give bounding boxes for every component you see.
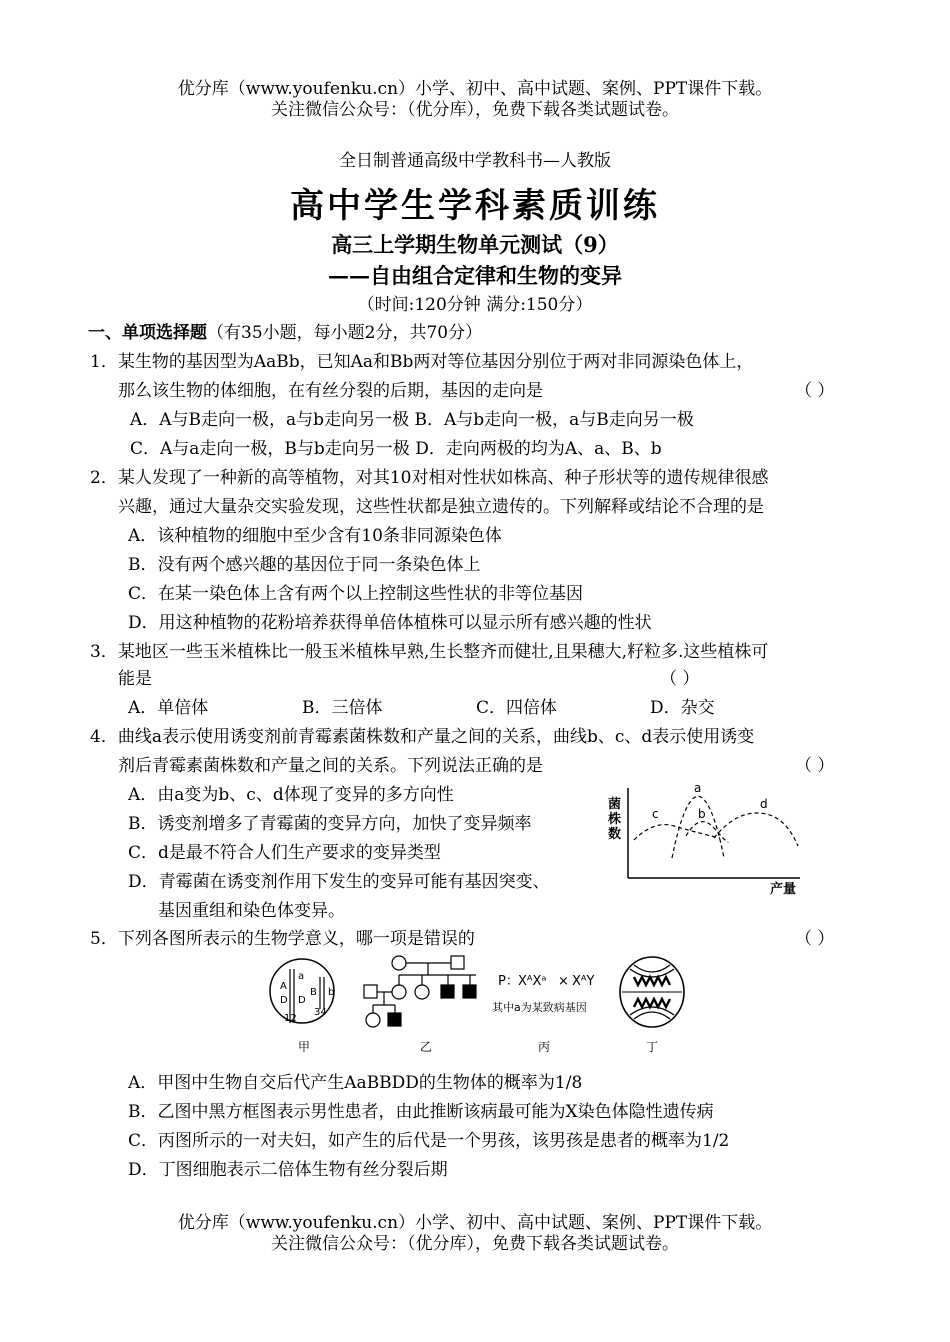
cell-gene-B: B <box>310 987 317 998</box>
time-info: （时间:120分钟 满分:150分） <box>357 295 593 315</box>
cross-male-genotype: XᴬY <box>572 974 595 989</box>
q4-curve-graph <box>602 778 814 900</box>
graph-y-label-1: 菌 <box>608 797 622 812</box>
q5-option-a: A．甲图中生物自交后代产生AaBBDD的生物体的概率为1/8 <box>128 1073 583 1093</box>
page-title: 高中学生学科素质训练 <box>290 186 660 226</box>
q4-option-c: C．d是最不符合人们生产要求的变异类型 <box>128 843 441 863</box>
q1-options-ab: A．A与B走向一极，a与b走向另一极 B．A与b走向一极，a与B走向另一极 <box>130 410 694 430</box>
curve-c <box>634 825 720 840</box>
q2-stem-line-2: 兴趣，通过大量杂交实验发现，这些性状都是独立遗传的。下列解释或结论不合理的是 <box>118 497 764 517</box>
q1-options-cd: C．A与a走向一极，B与b走向另一极 D．走向两极的均为A、a、B、b <box>130 439 662 459</box>
header-line-2: 关注微信公众号：（优分库），免费下载各类试题试卷。 <box>271 100 679 120</box>
figure-jia-cell <box>270 959 334 1024</box>
graph-y-label-3: 数 <box>608 827 622 842</box>
section-heading <box>88 322 482 344</box>
curve-b-label: b <box>698 807 706 821</box>
cross-p-label: P： <box>498 974 519 989</box>
section-label: 一、单项选择题 <box>88 323 207 343</box>
cross-female-genotype: XᴬXᵃ <box>518 974 547 989</box>
footer-line-1: 优分库（www.youfenku.cn）小学、初中、高中试题、案例、PPT课件下载。 <box>177 1213 773 1233</box>
cell-gene-D2: D <box>298 995 306 1006</box>
curve-d <box>714 813 798 846</box>
curve-a-label: a <box>694 781 702 795</box>
q5-option-d: D．丁图细胞表示二倍体生物有丝分裂后期 <box>128 1160 448 1180</box>
figure-label-ding: 丁 <box>646 1040 659 1054</box>
q2-option-d: D．用这种植物的花粉培养获得单倍体植株可以显示所有感兴趣的性状 <box>128 613 652 633</box>
subtitle-1: 高三上学期生物单元测试（9） <box>331 232 619 257</box>
curve-d-label: d <box>760 797 768 811</box>
q1-stem-line-2: 那么该生物的体细胞，在有丝分裂的后期，基因的走向是 <box>118 381 543 401</box>
figure-ding-cell <box>620 957 684 1027</box>
q5-answer-blank[interactable]: （ ） <box>795 929 835 949</box>
figure-yi-pedigree <box>364 956 476 1027</box>
q5-figures <box>262 955 702 1057</box>
q5-stem: 5．下列各图所表示的生物学意义，哪一项是错误的 <box>90 929 475 949</box>
footer-line-2: 关注微信公众号：（优分库），免费下载各类试题试卷。 <box>271 1234 679 1254</box>
q1-stem-line-1: 1．某生物的基因型为AaBb，已知Aa和Bb两对等位基因分别位于两对非同源染色体上， <box>90 352 754 372</box>
curve-b <box>686 822 728 843</box>
cross-times-sign: × <box>558 974 569 989</box>
cell-chromosome-12: 12 <box>284 1013 297 1024</box>
cell-gene-b: b <box>328 987 335 998</box>
q4-answer-blank[interactable]: （ ） <box>795 756 835 776</box>
subtitle-2: ——自由组合定律和生物的变异 <box>328 263 622 288</box>
cell-gene-A: A <box>280 981 287 992</box>
q3-answer-blank[interactable]: （ ） <box>660 669 700 689</box>
figure-label-jia: 甲 <box>298 1040 311 1054</box>
q5-option-c: C．丙图所示的一对夫妇，如产生的后代是一个男孩，该男孩是患者的概率为1/2 <box>128 1131 730 1151</box>
section-note: （有35小题，每小题2分，共70分） <box>207 323 483 343</box>
cell-gene-a: a <box>298 971 305 982</box>
edition-line: 全日制普通高级中学教科书—人教版 <box>339 151 611 171</box>
q2-option-c: C．在某一染色体上含有两个以上控制这些性状的非等位基因 <box>128 584 584 604</box>
q4-stem-line-2: 剂后青霉素菌株数和产量之间的关系。下列说法正确的是 <box>118 756 543 776</box>
cell-chromosome-34: 34 <box>314 1007 327 1018</box>
cross-note: 其中a为某致病基因 <box>492 1001 587 1014</box>
q4-option-d-line-2: 基因重组和染色体变异。 <box>158 901 345 921</box>
q3-option-c: C．四倍体 <box>476 698 558 718</box>
header-line-1: 优分库（www.youfenku.cn）小学、初中、高中试题、案例、PPT课件下载。 <box>177 79 773 99</box>
q3-option-d: D．杂交 <box>650 698 715 718</box>
q2-option-b: B．没有两个感兴趣的基因位于同一条染色体上 <box>128 555 481 575</box>
figure-bing-cross <box>492 974 595 1014</box>
graph-x-label: 产量 <box>770 882 797 897</box>
q4-option-a: A．由a变为b、c、d体现了变异的多方向性 <box>128 785 454 805</box>
q5-option-b: B．乙图中黑方框图表示男性患者，由此推断该病最可能为X染色体隐性遗传病 <box>128 1102 714 1122</box>
q4-option-b: B．诱变剂增多了青霉菌的变异方向，加快了变异频率 <box>128 814 532 834</box>
cell-gene-D1: D <box>280 995 288 1006</box>
q3-option-b: B．三倍体 <box>302 698 383 718</box>
q2-stem-line-1: 2．某人发现了一种新的高等植物，对其10对相对性状如株高、种子形状等的遗传规律很感 <box>90 468 769 488</box>
q3-stem-line-1: 3．某地区一些玉米植株比一般玉米植株早熟,生长整齐而健壮,且果穗大,籽粒多.这些植株可 <box>90 642 769 662</box>
q3-stem-line-2: 能是 <box>118 669 152 689</box>
curve-c-label: c <box>652 807 659 821</box>
figure-label-yi: 乙 <box>420 1040 433 1054</box>
figure-label-bing: 丙 <box>538 1040 551 1054</box>
curve-a <box>672 796 724 858</box>
graph-y-label-2: 株 <box>608 812 622 827</box>
q1-answer-blank[interactable]: （ ） <box>795 381 835 401</box>
q3-option-a: A．单倍体 <box>128 698 209 718</box>
q4-stem-line-1: 4．曲线a表示使用诱变剂前青霉素菌株数和产量之间的关系，曲线b、c、d表示使用诱变 <box>90 727 755 747</box>
q2-option-a: A．该种植物的细胞中至少含有10条非同源染色体 <box>128 526 502 546</box>
q4-option-d-line-1: D．青霉菌在诱变剂作用下发生的变异可能有基因突变、 <box>128 872 550 892</box>
